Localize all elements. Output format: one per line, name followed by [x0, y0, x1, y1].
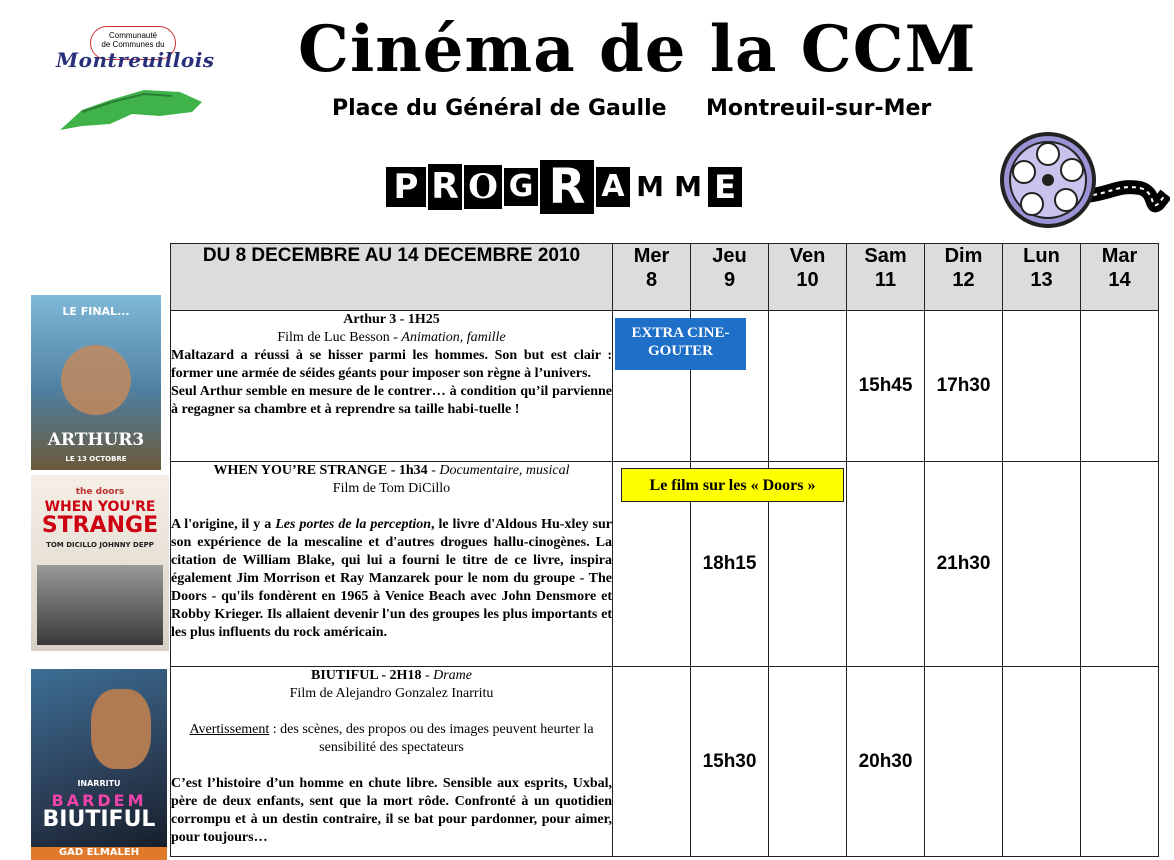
ccm-logo: [52, 22, 215, 132]
warning-label: Avertissement: [189, 722, 270, 737]
programme-letter: O: [464, 165, 502, 209]
address-place: Place du Général de Gaulle: [332, 96, 667, 121]
film-title: Arthur 3 - 1H25: [343, 312, 440, 327]
programme-letter: R: [428, 164, 462, 210]
poster-title: ARTHUR3: [47, 430, 145, 450]
showtime-dim: 21h30: [925, 462, 1003, 667]
programme-letter: G: [504, 168, 538, 206]
showtime-cell: [925, 667, 1003, 857]
film-director: Film de Luc Besson -: [277, 330, 402, 345]
map-shape-icon: [52, 62, 212, 132]
poster-credits: TOM DICILLO JOHNNY DEPP: [46, 541, 154, 549]
poster-arthur3: [31, 295, 161, 470]
poster-band-photo: [37, 565, 163, 645]
poster-face: [91, 689, 151, 769]
day-header-mer: Mer 8: [613, 244, 691, 311]
address-town: Montreuil-sur-Mer: [706, 96, 932, 121]
day-header-ven: Ven 10: [769, 244, 847, 311]
showtime-cell: [769, 311, 847, 462]
day-header-dim: Dim 12: [925, 244, 1003, 311]
programme-letter: M: [670, 170, 706, 204]
film-director: Film de Alejandro Gonzalez Inarritu: [289, 686, 494, 701]
cinema-title: Cinéma de la CCM: [298, 12, 977, 87]
poster-title: BIUTIFUL: [42, 807, 156, 832]
film-synopsis-b: , le livre d'Aldous Hu-xley sur son expérience de la mescaline et d'autres drogues hallu-cinogènes. La citation de William Blake, qui lui a fourni le titre de ce livre, inspira également Jim Morrison et Ray Manzarek pour le nom du groupe - The Doors - qu'ils fondèrent en 1965 à Venice Beach avec John Densmore et Robby Krieger. Ils allaient devenir l'un des groupes les plus importants et les plus influents du rock américain.: [171, 517, 612, 640]
programme-letter: E: [708, 167, 742, 207]
film-synopsis-2: Seul Arthur semble en mesure de le contrer… à condition qu’il parvienne à regagner sa chambre et à reprendre sa taille habi-tuelle !: [171, 384, 612, 417]
film-title: BIUTIFUL - 2H18: [310, 668, 422, 683]
logo-line-1: Communauté: [108, 31, 158, 40]
logo-script: Montreuillois: [56, 48, 215, 72]
film-genre: Animation, famille: [401, 330, 506, 345]
showtime-sam: 15h45: [847, 311, 925, 462]
showtime-cell: [613, 667, 691, 857]
showtime-cell: [1081, 311, 1159, 462]
showtime-jeu: 18h15: [691, 462, 769, 667]
period-header: DU 8 DECEMBRE AU 14 DECEMBRE 2010: [171, 244, 613, 311]
poster-title-line2: STRANGE: [41, 513, 159, 538]
poster-title-line1: WHEN YOU'RE: [44, 499, 156, 515]
programme-letter: P: [386, 167, 426, 207]
logo-line-2: de Communes du: [101, 40, 165, 49]
showtime-jeu: 15h30: [691, 667, 769, 857]
showtime-cell: [1003, 667, 1081, 857]
showtime-dim: 17h30: [925, 311, 1003, 462]
showtime-sam: 20h30: [847, 667, 925, 857]
programme-heading: [386, 160, 744, 218]
day-header-mar: Mar 14: [1081, 244, 1159, 311]
programme-letter: R: [540, 160, 594, 214]
film-description: [171, 667, 613, 857]
poster-band: the doors: [75, 487, 125, 497]
poster-actor: BARDEM: [51, 791, 147, 810]
film-synopsis: C’est l’histoire d’un homme en chute libre. Sensible aux esprits, Uxbal, père de deux enfants, sent que la mort rôde. Confronté à un quotidien corrompu et à un destin contraire, il se bat pour pardonner, pour aimer, pour toujours…: [171, 776, 612, 845]
programme-letter: A: [596, 167, 630, 207]
film-synopsis-book: Les portes de la perception: [275, 517, 432, 532]
day-header-sam: Sam 11: [847, 244, 925, 311]
film-description: [171, 462, 613, 667]
film-title: WHEN YOU’RE STRANGE - 1h34: [213, 463, 428, 478]
showtime-cell: [1081, 667, 1159, 857]
extra-cine-gouter-badge: EXTRA CINE-GOUTER: [615, 318, 746, 370]
film-row-biutiful: [171, 667, 1159, 857]
showtime-cell: [847, 462, 925, 667]
poster-biutiful: [31, 669, 167, 860]
film-reel-icon: [1000, 124, 1170, 244]
programme-letter: M: [632, 170, 668, 204]
day-header-lun: Lun 13: [1003, 244, 1081, 311]
showtime-cell: [1003, 462, 1081, 667]
warning-text: : des scènes, des propos ou des images peuvent heurter la sensibilité des spectateurs: [269, 722, 594, 755]
film-director: Film de Tom DiCillo: [332, 481, 451, 496]
poster-director: INARRITU: [77, 779, 121, 788]
film-synopsis: Maltazard a réussi à se hisser parmi les hommes. Son but est clair : former une armée de séides géants pour imposer son règne à l’univers.: [171, 348, 612, 381]
poster-next-film: GAD ELMALEH: [31, 847, 167, 860]
doors-film-badge: Le film sur les « Doors »: [621, 468, 844, 502]
poster-date: LE 13 OCTOBRE: [65, 455, 127, 463]
day-header-jeu: Jeu 9: [691, 244, 769, 311]
poster-when-youre-strange: [31, 475, 169, 651]
showtime-cell: [1003, 311, 1081, 462]
film-description: [171, 311, 613, 462]
showtime-cell: [769, 667, 847, 857]
showtime-cell: [1081, 462, 1159, 667]
poster-figures: [61, 345, 131, 415]
film-synopsis-a: A l'origine, il y a: [171, 517, 276, 532]
film-genre: - Drame: [421, 668, 472, 683]
poster-tagline: LE FINAL...: [62, 305, 130, 318]
film-genre: - Documentaire, musical: [427, 463, 570, 478]
